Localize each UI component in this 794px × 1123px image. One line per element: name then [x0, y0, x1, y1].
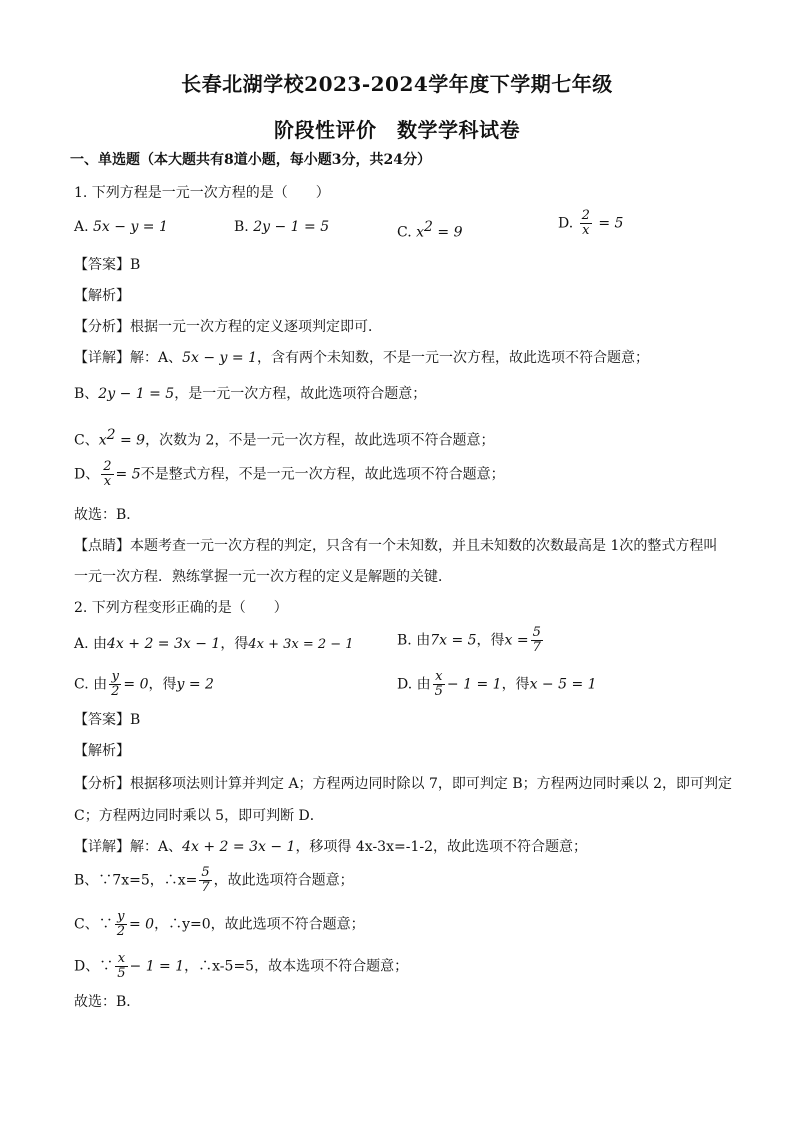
q2-option-b-mid: ，得: [476, 632, 505, 649]
q2-option-b-math1: 7x = 5: [430, 632, 477, 649]
q1-detail-c-post: ，次数为 2，不是一元一次方程，故此选项不符合题意；: [145, 432, 495, 449]
q2-detail-b-den: 7: [201, 880, 210, 895]
q1-option-d-rest: = 5: [598, 215, 624, 232]
q2-option-d-pre: D. 由: [397, 676, 431, 693]
q1-option-d-den: x: [582, 223, 590, 238]
q2-detail-b: [74, 866, 354, 895]
q2-fenxi-tag: 【分析】: [74, 776, 130, 792]
q2-option-c-pre: C. 由: [74, 676, 108, 693]
q2-detail-d-post: ，∴x-5=5，故本选项不符合题意；: [184, 958, 409, 975]
q2-option-b: [397, 626, 545, 655]
q1-detail-b-pre: B、: [74, 386, 99, 402]
q1-dianjing-text-1: 本题考查一元一次方程的判定，只含有一个未知数，并且未知数的次数最高是 1次的整式方程叫: [130, 538, 718, 554]
q2-option-d-rest: − 1 = 1: [446, 676, 502, 693]
q2-detail-a-pre: 解：A、: [130, 839, 183, 855]
q2-detail-d-den: 5: [117, 966, 126, 981]
q2-option-c-num: y: [109, 670, 121, 685]
q2-option-b-den: 7: [532, 640, 541, 655]
q2-detail-a-math: 4x + 2 = 3x − 1: [182, 839, 296, 855]
q2-answer: [74, 710, 140, 730]
q1-detail-d-pre: D、: [74, 466, 100, 483]
q1-detail-c-rest: = 9: [115, 432, 146, 449]
q2-detail-c: [74, 910, 365, 939]
q1-option-c-base: x: [416, 224, 425, 241]
q2-answer-tag: 【答案】: [74, 712, 130, 728]
q1-answer: [74, 255, 140, 275]
q2-detail-d-pre: D、∵: [74, 958, 114, 975]
q1-detail-d-post: 不是整式方程，不是一元一次方程，故此选项不符合题意；: [140, 466, 505, 483]
q2-option-a-math1: 4x + 2 = 3x − 1: [107, 636, 221, 652]
q2-option-d-math2: x − 5 = 1: [529, 676, 597, 693]
q1-fenxi-text: 根据一元一次方程的定义逐项判定即可．: [130, 319, 382, 335]
q2-choose: 故选：B．: [74, 994, 141, 1010]
q1-option-d-fraction: [580, 209, 592, 238]
q2-option-c: [74, 670, 214, 699]
q2-option-d: [397, 670, 597, 699]
q1-detail-c-sup: 2: [106, 427, 116, 443]
q1-detail-c-pre: C、: [74, 432, 99, 449]
q2-option-d-fraction: [433, 670, 445, 699]
q1-detail-a-post: ，含有两个未知数，不是一元一次方程，故此选项不符合题意；: [257, 350, 650, 366]
q2-option-d-mid: ，得: [501, 676, 530, 693]
q2-detail-d: [74, 952, 408, 981]
q1-choose: 故选：B．: [74, 507, 141, 523]
q2-detail-c-fraction: [115, 910, 127, 939]
q2-option-c-rest: = 0: [123, 676, 149, 693]
q1-option-d: [558, 209, 623, 238]
q2-option-a-pre: A. 由: [74, 636, 108, 652]
q2-option-d-den: 5: [434, 684, 443, 699]
q2-detail-b-pre: B、∵7x=5，∴x=: [74, 872, 198, 889]
q1-option-b: [234, 217, 329, 237]
q1-stem: 1. 下列方程是一元一次方程的是（ ）: [74, 185, 330, 201]
q1-option-c-label: C.: [397, 224, 412, 241]
q2-option-c-fraction: [109, 670, 121, 699]
q1-detail-d-fraction: [101, 460, 113, 489]
q1-option-a: [74, 217, 168, 237]
q1-option-d-num: 2: [581, 208, 590, 223]
exam-title-line2: 阶段性评价 数学学科试卷: [274, 118, 520, 142]
q2-option-c-den: 2: [111, 684, 120, 699]
q1-option-c: [397, 217, 463, 243]
q1-dianjing-tag: 【点睛】: [74, 538, 130, 554]
q1-option-a-label: A.: [74, 219, 89, 235]
q2-option-c-math2: y = 2: [176, 676, 214, 693]
q2-detail-b-post: ，故此选项符合题意；: [213, 872, 354, 889]
q1-detail-b: [74, 384, 426, 404]
q1-detail-d-num: 2: [103, 459, 112, 474]
q1-detail-a-math: 5x − y = 1: [182, 350, 258, 366]
section-heading: 一、单选题（本大题共有8道小题，每小题3分，共24分）: [70, 152, 431, 168]
q2-option-d-num: x: [433, 670, 445, 685]
q1-answer-tag: 【答案】: [74, 257, 130, 273]
q1-detail-b-post: ，是一元一次方程，故此选项符合题意；: [174, 386, 427, 402]
q1-answer-value: B: [130, 257, 141, 273]
q2-option-a-math2: 4x + 3x = 2 − 1: [248, 637, 354, 652]
q2-detail-b-num: 5: [201, 865, 210, 880]
q2-detail-c-pre: C、∵: [74, 916, 113, 933]
q1-detail-a-pre: 解：A、: [130, 350, 183, 366]
q2-stem: 2. 下列方程变形正确的是（ ）: [74, 600, 288, 616]
q1-detail-tag: 【详解】: [74, 350, 130, 366]
q2-option-b-fraction: [531, 626, 543, 655]
q2-fenxi-text-1: 根据移项法则计算并判定 A；方程两边同时除以 7，即可判定 B；方程两边同时乘以 2，即可判定: [130, 776, 733, 792]
q2-detail-b-fraction: [199, 866, 211, 895]
q1-option-c-rest: = 9: [432, 224, 463, 241]
q2-detail-c-post: ，∴y=0，故此选项不符合题意；: [154, 916, 365, 933]
q1-fenxi-tag: 【分析】: [74, 319, 130, 335]
q1-option-b-label: B.: [234, 219, 249, 235]
q1-detail-b-math: 2y − 1 = 5: [98, 386, 175, 402]
q2-detail-d-num: x: [115, 952, 127, 967]
q2-detail-a-post: ，移项得 4x-3x=-1-2，故此选项不符合题意；: [295, 839, 587, 855]
q2-detail-tag: 【详解】: [74, 839, 130, 855]
q1-dianjing-2: 一元一次方程．熟练掌握一元一次方程的定义是解题的关键．: [74, 569, 452, 585]
q1-detail-d: [74, 460, 505, 489]
q2-answer-value: B: [130, 712, 141, 728]
q1-option-d-label: D.: [558, 215, 574, 232]
q2-fenxi-2: C；方程两边同时乘以 5，即可判断 D．: [74, 808, 324, 824]
q1-dianjing-1: [74, 536, 717, 556]
exam-title-line1: 长春北湖学校2023-2024学年度下学期七年级: [181, 72, 613, 96]
q1-option-a-math: 5x − y = 1: [93, 219, 168, 235]
q1-detail-a: [74, 348, 649, 368]
q2-detail-d-rest: − 1 = 1: [129, 958, 185, 975]
q1-detail-c-base: x: [98, 432, 107, 449]
q2-detail-c-num: y: [115, 910, 127, 925]
q2-option-c-mid: ，得: [148, 676, 177, 693]
q1-analysis-tag: 【解析】: [74, 288, 130, 304]
q2-option-b-pre: B. 由: [397, 632, 431, 649]
q2-detail-c-den: 2: [116, 924, 125, 939]
q2-option-a-mid: ，得: [220, 636, 249, 652]
q1-option-b-math: 2y − 1 = 5: [253, 219, 330, 235]
q1-detail-d-rest: = 5: [115, 466, 141, 483]
q2-detail-a: [74, 837, 587, 857]
q2-option-b-math2: x =: [504, 632, 529, 649]
q1-fenxi: [74, 317, 382, 337]
q2-detail-d-fraction: [115, 952, 127, 981]
q1-detail-d-den: x: [103, 474, 112, 489]
q2-fenxi-1: [74, 774, 732, 794]
q1-detail-c: [74, 425, 494, 451]
q2-detail-c-rest: = 0: [129, 916, 155, 933]
q2-option-b-num: 5: [532, 625, 541, 640]
q2-analysis-tag: 【解析】: [74, 743, 130, 759]
q1-option-c-sup: 2: [424, 219, 433, 235]
q2-option-a: [74, 634, 354, 655]
